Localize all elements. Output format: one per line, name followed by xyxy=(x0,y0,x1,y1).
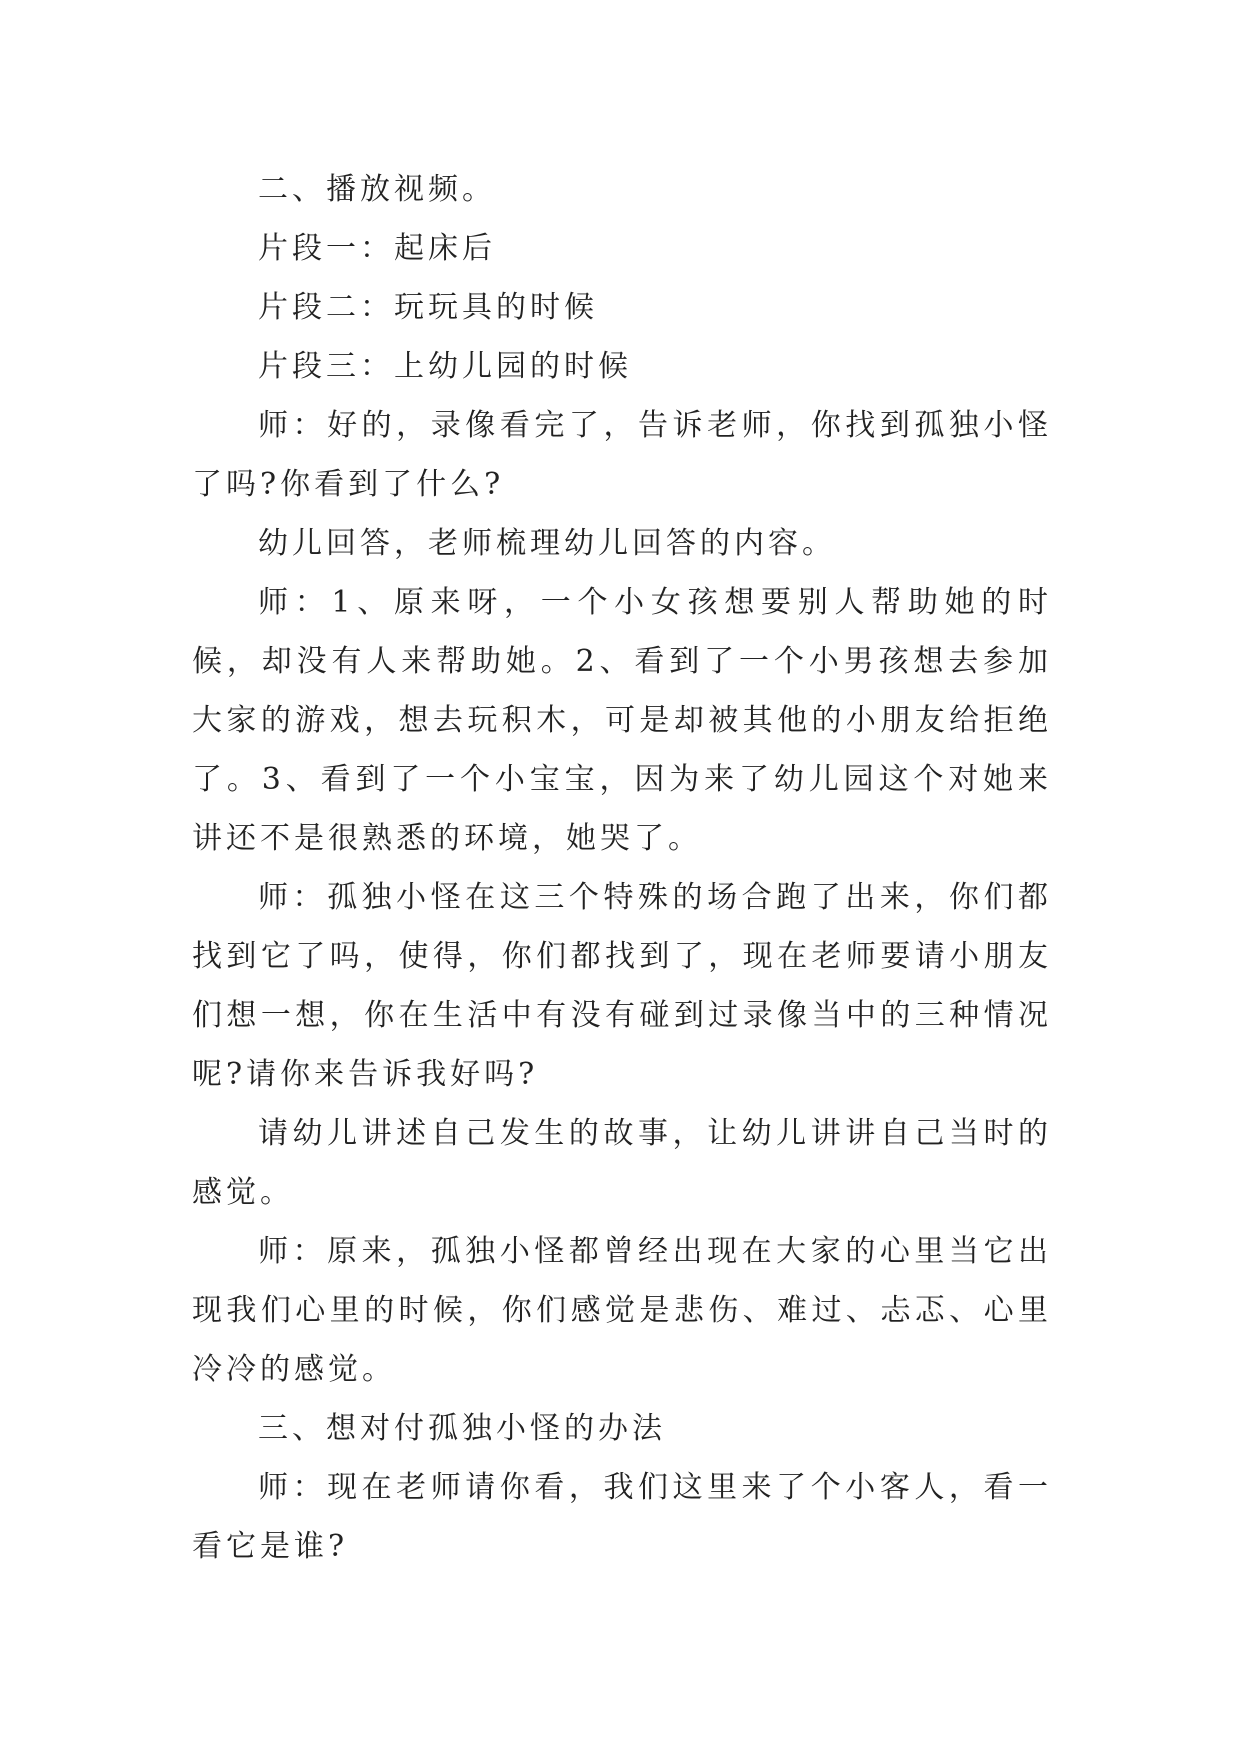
teacher-feelings-paragraph: 师：原来，孤独小怪都曾经出现在大家的心里当它出现我们心里的时候，你们感觉是悲伤、难过、忐忑、心里冷冷的感觉。 xyxy=(192,1234,1052,1387)
clip-three-line: 片段三：上幼儿园的时候 xyxy=(258,349,632,384)
children-answer-paragraph: 幼儿回答，老师梳理幼儿回答的内容。 xyxy=(258,526,836,561)
teacher-prompt-paragraph: 师：孤独小怪在这三个特殊的场合跑了出来，你们都找到它了吗，使得，你们都找到了，现在老师要请小朋友们想一想，你在生活中有没有碰到过录像当中的三种情况呢?请你来告诉我好吗? xyxy=(192,880,1052,1092)
section-heading-play-video: 二、播放视频。 xyxy=(258,172,496,207)
teacher-question-paragraph: 师：好的，录像看完了，告诉老师，你找到孤独小怪了吗?你看到了什么? xyxy=(192,408,1052,502)
teacher-summary-paragraph: 师：1、原来呀，一个小女孩想要别人帮助她的时候，却没有人来帮助她。2、看到了一个小男孩想去参加大家的游戏，想去玩积木，可是却被其他的小朋友给拒绝了。3、看到了一个小宝宝，因为来了幼儿园这个对她来讲还不是很熟悉的环境，她哭了。 xyxy=(192,585,1052,856)
teacher-guest-paragraph: 师：现在老师请你看，我们这里来了个小客人，看一看它是谁? xyxy=(192,1470,1052,1564)
section-heading-strategies: 三、想对付孤独小怪的办法 xyxy=(258,1411,666,1446)
clip-two-line: 片段二：玩玩具的时候 xyxy=(258,290,598,325)
children-story-paragraph: 请幼儿讲述自己发生的故事，让幼儿讲讲自己当时的感觉。 xyxy=(192,1116,1052,1210)
document-page xyxy=(192,160,1052,1576)
clip-one-line: 片段一：起床后 xyxy=(258,231,496,266)
